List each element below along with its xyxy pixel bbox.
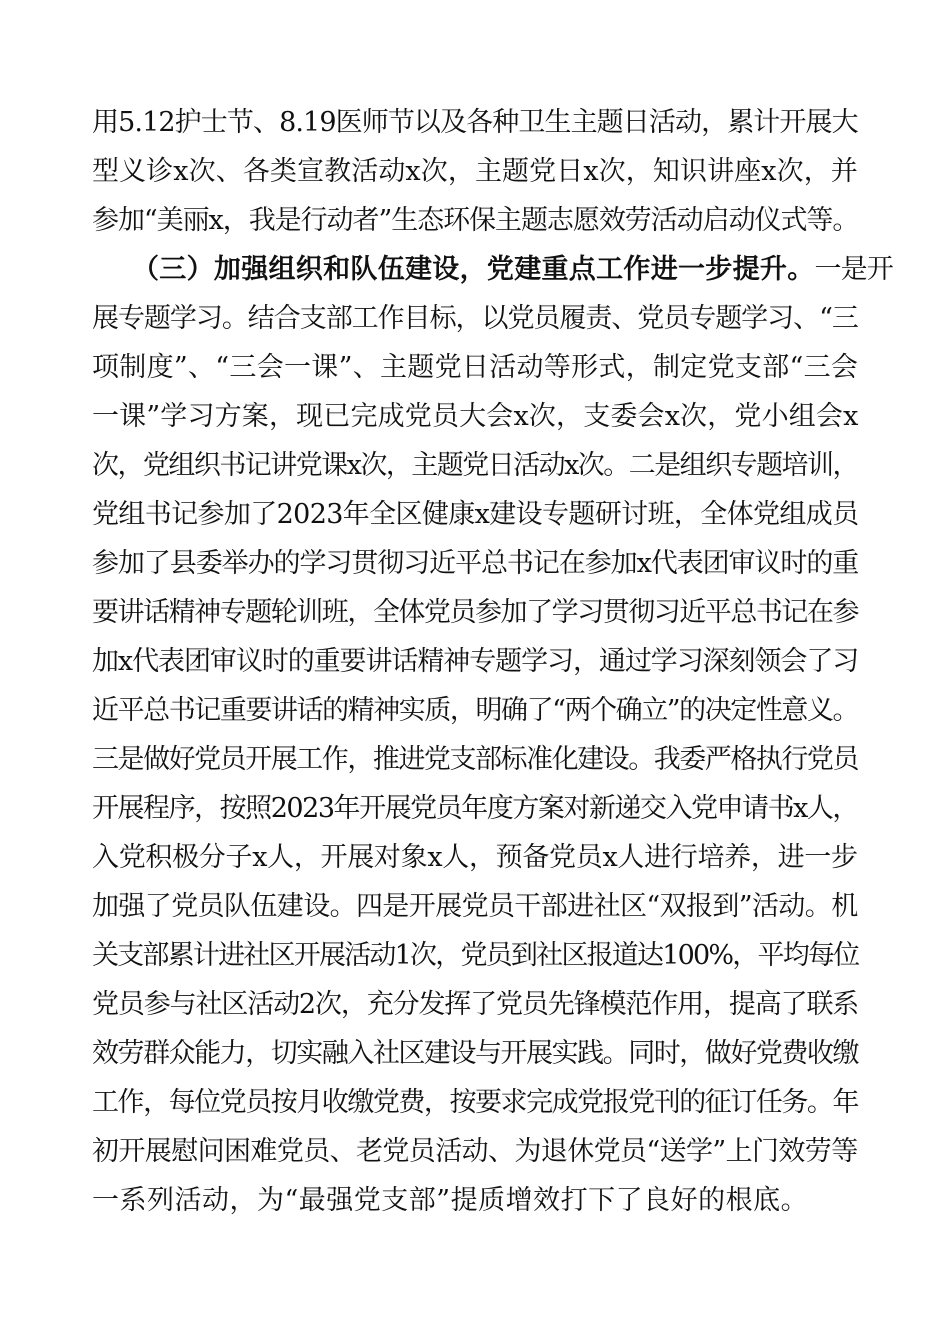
text-line: 党员参与社区活动2次，充分发挥了党员先锋模范作用，提高了联系 (92, 989, 859, 1020)
text-line: 参加了县委举办的学习贯彻习近平总书记在参加x代表团审议时的重 (92, 548, 859, 579)
text-line: 关支部累计进社区开展活动1次，党员到社区报道达100%，平均每位 (92, 940, 859, 971)
section-heading: （三）加强组织和队伍建设，党建重点工作进一步提升。 (132, 254, 815, 285)
text-line: 要讲话精神专题轮训班，全体党员参加了学习贯彻习近平总书记在参 (92, 597, 858, 628)
text-line: 次，党组织书记讲党课x次，主题党日活动x次。二是组织专题培训， (92, 450, 858, 481)
text-line: 型义诊x次、各类宣教活动x次，主题党日x次，知识讲座x次，并 (92, 156, 858, 187)
text-line: 用5.12护士节、8.19医师节以及各种卫生主题日活动，累计开展大 (92, 107, 858, 138)
text-line: 三是做好党员开展工作，推进党支部标准化建设。我委严格执行党员 (92, 744, 858, 775)
text-line: 初开展慰问困难党员、老党员活动、为退休党员“送学”上门效劳等 (92, 1136, 858, 1167)
text-line: 加强了党员队伍建设。四是开展党员干部进社区“双报到”活动。机 (92, 891, 858, 922)
text-line: 入党积极分子x人，开展对象x人，预备党员x人进行培养，进一步 (92, 842, 858, 873)
text-line: 项制度”、“三会一课”、主题党日活动等形式，制定党支部“三会 (92, 352, 859, 383)
section-heading-line (132, 250, 893, 290)
text-line: 一是开 (814, 254, 893, 285)
text-line: 效劳群众能力，切实融入社区建设与开展实践。同时，做好党费收缴 (92, 1038, 858, 1069)
text-line: 工作，每位党员按月收缴党费，按要求完成党报党刊的征订任务。年 (92, 1087, 858, 1118)
text-line: 一系列活动，为“最强党支部”提质增效打下了良好的根底。 (92, 1185, 809, 1216)
text-line: 展专题学习。结合支部工作目标，以党员履责、党员专题学习、“三 (92, 303, 858, 334)
text-line: 参加“美丽x，我是行动者”生态环保主题志愿效劳活动启动仪式等。 (92, 205, 859, 236)
text-line: 近平总书记重要讲话的精神实质，明确了“两个确立”的决定性意义。 (92, 695, 859, 726)
text-line: 加x代表团审议时的重要讲话精神专题学习，通过学习深刻领会了习 (92, 646, 859, 677)
text-line: 党组书记参加了2023年全区健康x建设专题研讨班，全体党组成员 (92, 499, 859, 530)
text-line: 开展程序，按照2023年开展党员年度方案对新递交入党申请书x人， (92, 793, 858, 824)
text-line: 一课”学习方案，现已完成党员大会x次，支委会x次，党小组会x (92, 401, 859, 432)
